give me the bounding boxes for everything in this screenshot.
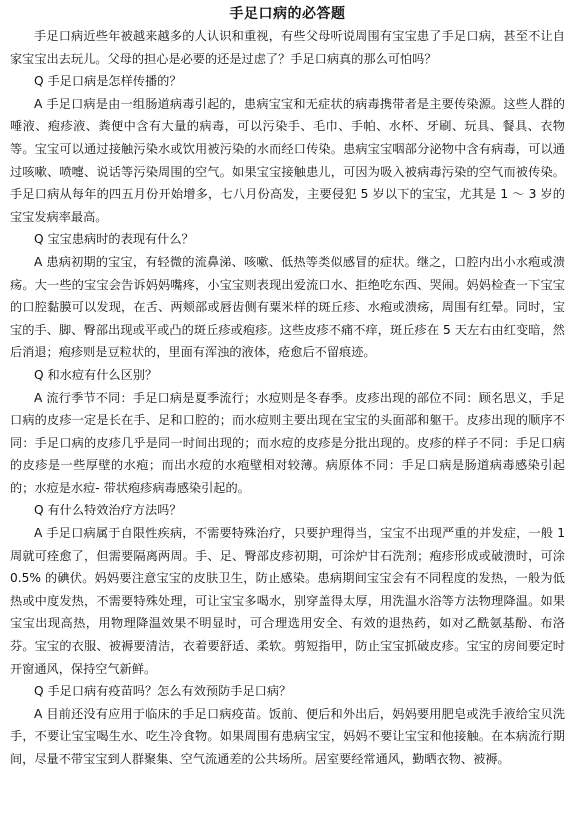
question-transmission: Q 手足口病是怎样传播的？: [34, 74, 182, 89]
question-symptoms: Q 宝宝患病时的表现有什么？: [34, 232, 194, 247]
answer-symptoms: A 患病初期的宝宝，有轻微的流鼻涕、咳嗽、低热等类似感冒的症状。继之，口腔内出小水疱或溃疡。大一些的宝宝会告诉妈妈嘴疼，小宝宝则表现出爱流口水、拒绝吃东西、哭闹。妈妈检查一下宝宝的口腔黏膜可以发现，在舌、两颊部或唇齿侧有粟米样的斑丘疹、水疱或溃疡，周围有红晕。同时，宝宝的手、脚、臀部出现或平或凸的斑丘疹或疱疹。这些皮疹不痛不痒，斑丘疹在 5 天左右由红变暗，然后消退；疱疹则是豆粒状的，里面有浑浊的液体，疮愈后不留痕迹。: [10, 254, 565, 360]
question-chickenpox-difference: Q 和水痘有什么区别？: [34, 367, 158, 382]
answer-chickenpox-difference: A 流行季节不同：手足口病是夏季流行；水痘则是冬春季。皮疹出现的部位不同：顾名思义，手足口病的皮疹一定是长在手、足和口腔的；而水痘则主要出现在宝宝的头面部和躯干。皮疹出现的顺序不同：手足口病的皮疹几乎是同一时间出现的；而水痘的皮疹是分批出现的。皮疹的样子不同：手足口病的皮疹是一些厚壁的水疱；而出水痘的水疱壁相对较薄。病原体不同：手足口病是肠道病毒感染引起的；水痘是水痘- 带状疱疹病毒感染引起的。: [10, 390, 565, 495]
intro-paragraph: 手足口病近些年被越来越多的人认识和重视，有些父母听说周围有宝宝患了手足口病，甚至不让自家宝宝出去玩儿。父母的担心是必要的还是过虑了？手足口病真的那么可怕吗？: [10, 29, 565, 66]
question-treatment: Q 有什么特效治疗方法吗？: [34, 503, 182, 518]
answer-transmission: A 手足口病是由一组肠道病毒引起的，患病宝宝和无症状的病毒携带者是主要传染源。这些人群的唾液、疱疹液、粪便中含有大量的病毒，可以污染手、毛巾、手帕、水杯、牙刷、玩具、餐具、衣物等。宝宝可以通过接触污染水或饮用被污染的水而经口传染。患病宝宝咽部分泌物中含有病毒，可以通过咳嗽、喷嚏、说话等污染周围的空气。如果宝宝接触患儿，可因为吸入被病毒污染的空气而被传染。手足口病从每年的四五月份开始增多，七八月份高发，主要侵犯 5 岁以下的宝宝，尤其是 1 ～ 3 岁的宝宝发病率最高。: [10, 96, 565, 224]
document-title: 手足口病的必答题: [229, 6, 346, 22]
answer-vaccine-prevention: A 目前还没有应用于临床的手足口病疫苗。饭前、便后和外出后，妈妈要用肥皂或洗手液给宝贝洗手，不要让宝宝喝生水、吃生冷食物。如果周围有患病宝宝，妈妈不要让宝宝和他接触。在本病流行期间，尽量不带宝宝到人群聚集、空气流通差的公共场所。居室要经常通风，勤晒衣物、被褥。: [10, 706, 565, 766]
answer-treatment: A 手足口病属于自限性疾病，不需要特殊治疗，只要护理得当，宝宝不出现严重的并发症，一般 1 周就可痊愈了，但需要隔离两周。手、足、臀部皮疹初期，可涂炉甘石洗剂；疱疹形成或破溃时，可涂 0.5% 的碘伏。妈妈要注意宝宝的皮肤卫生，防止感染。患病期间宝宝会有不同程度的发热，一般为低热或中度发热，不需要特殊处理，可让宝宝多喝水，别穿盖得太厚，用洗温水浴等方法物理降温。如果宝宝出现高热，用物理降温效果不明显时，可合理选用安全、有效的退热药，如对乙酰氨基酚、布洛芬。宝宝的衣服、被褥要清洁，衣着要舒适、柔软。剪短指甲，防止宝宝抓破皮疹。宝宝的房间要定时开窗通风，保持空气新鲜。: [10, 526, 565, 676]
question-vaccine-prevention: Q 手足口病有疫苗吗？怎么有效预防手足口病？: [34, 684, 292, 699]
